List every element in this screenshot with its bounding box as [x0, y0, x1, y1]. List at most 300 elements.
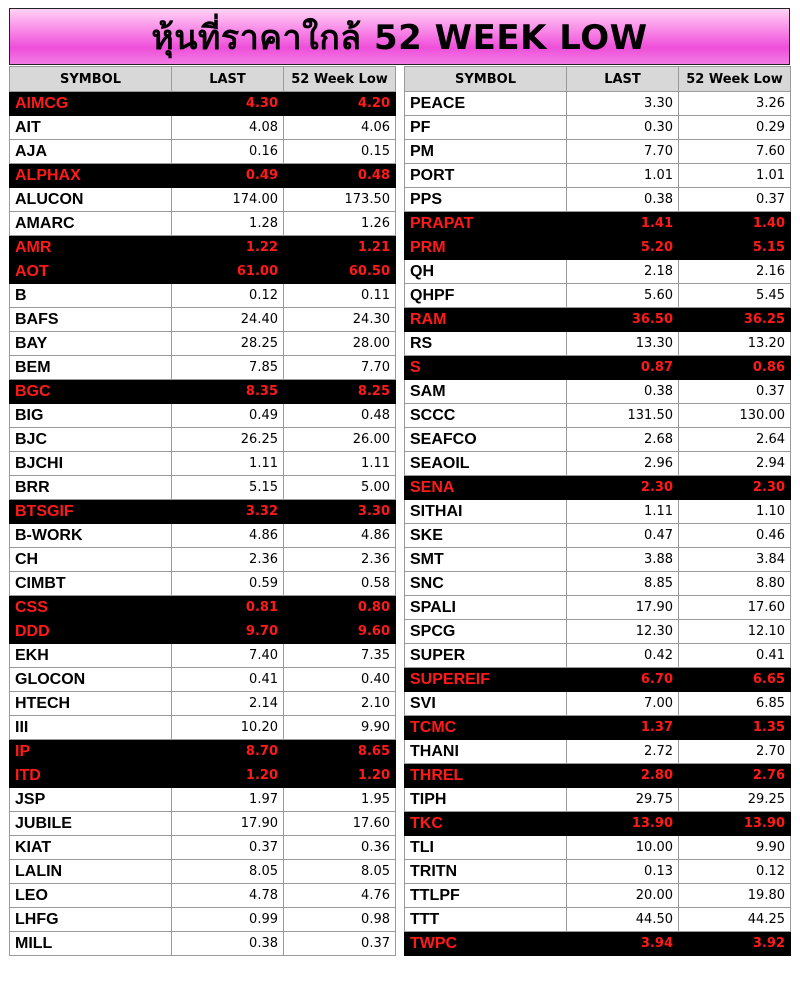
week52-low-cell: 6.85 [679, 692, 791, 716]
table-row [10, 188, 396, 212]
symbol-cell: SUPER [405, 644, 567, 668]
week52-low-cell: 0.48 [284, 404, 396, 428]
week52-low-cell: 4.76 [284, 884, 396, 908]
week52-low-cell: 7.70 [284, 356, 396, 380]
week52-low-cell: 1.35 [679, 716, 791, 740]
last-price-cell: 0.16 [172, 140, 284, 164]
symbol-cell: BJCHI [10, 452, 172, 476]
low-column-header: 52 Week Low [284, 67, 396, 92]
last-price-cell: 0.41 [172, 668, 284, 692]
symbol-cell: THREL [405, 764, 567, 788]
last-price-cell: 3.88 [567, 548, 679, 572]
symbol-cell: SENA [405, 476, 567, 500]
week52-low-cell: 4.86 [284, 524, 396, 548]
symbol-cell: JSP [10, 788, 172, 812]
symbol-cell: ALPHAX [10, 164, 172, 188]
symbol-cell: IP [10, 740, 172, 764]
symbol-cell: SVI [405, 692, 567, 716]
week52-low-cell: 2.94 [679, 452, 791, 476]
table-row [10, 236, 396, 260]
last-price-cell: 61.00 [172, 260, 284, 284]
last-price-cell: 1.28 [172, 212, 284, 236]
week52-low-cell: 1.10 [679, 500, 791, 524]
week52-low-cell: 4.06 [284, 116, 396, 140]
week52-low-cell: 3.30 [284, 500, 396, 524]
last-price-cell: 28.25 [172, 332, 284, 356]
table-row [405, 524, 791, 548]
table-row [10, 140, 396, 164]
table-row [10, 764, 396, 788]
table-row [10, 308, 396, 332]
table-row [405, 140, 791, 164]
symbol-cell: SNC [405, 572, 567, 596]
page-title: หุ้นที่ราคาใกล้ 52 WEEK LOW [9, 8, 790, 65]
symbol-cell: MILL [10, 932, 172, 956]
week52-low-cell: 0.86 [679, 356, 791, 380]
symbol-cell: BAY [10, 332, 172, 356]
week52-low-cell: 17.60 [679, 596, 791, 620]
week52-low-cell: 0.36 [284, 836, 396, 860]
table-row [405, 428, 791, 452]
last-price-cell: 9.70 [172, 620, 284, 644]
week52-low-cell: 24.30 [284, 308, 396, 332]
last-price-cell: 4.08 [172, 116, 284, 140]
symbol-cell: B [10, 284, 172, 308]
table-row [405, 260, 791, 284]
week52-low-cell: 0.41 [679, 644, 791, 668]
symbol-cell: BIG [10, 404, 172, 428]
table-row [405, 380, 791, 404]
symbol-cell: JUBILE [10, 812, 172, 836]
last-price-cell: 0.38 [172, 932, 284, 956]
week52-low-cell: 2.64 [679, 428, 791, 452]
last-price-cell: 8.35 [172, 380, 284, 404]
symbol-cell: PPS [405, 188, 567, 212]
symbol-cell: SEAOIL [405, 452, 567, 476]
last-price-cell: 3.30 [567, 92, 679, 116]
symbol-cell: SEAFCO [405, 428, 567, 452]
last-price-cell: 17.90 [567, 596, 679, 620]
last-price-cell: 6.70 [567, 668, 679, 692]
last-price-cell: 0.13 [567, 860, 679, 884]
last-price-cell: 2.36 [172, 548, 284, 572]
week52-low-cell: 1.21 [284, 236, 396, 260]
last-price-cell: 5.60 [567, 284, 679, 308]
symbol-cell: DDD [10, 620, 172, 644]
table-row [405, 668, 791, 692]
last-price-cell: 0.38 [567, 380, 679, 404]
week52-low-cell: 0.46 [679, 524, 791, 548]
table-row [405, 476, 791, 500]
table-row [405, 860, 791, 884]
symbol-cell: AJA [10, 140, 172, 164]
table-row [405, 116, 791, 140]
table-row [10, 548, 396, 572]
week52-low-cell: 17.60 [284, 812, 396, 836]
table-row [10, 908, 396, 932]
week52-low-cell: 2.10 [284, 692, 396, 716]
table-row [10, 380, 396, 404]
symbol-column-header: SYMBOL [405, 67, 567, 92]
week52-low-cell: 0.15 [284, 140, 396, 164]
symbol-cell: III [10, 716, 172, 740]
week52-low-cell: 9.90 [284, 716, 396, 740]
week52-low-cell: 2.76 [679, 764, 791, 788]
table-row [10, 260, 396, 284]
symbol-cell: AIMCG [10, 92, 172, 116]
last-price-cell: 7.85 [172, 356, 284, 380]
symbol-cell: SMT [405, 548, 567, 572]
week52-low-cell: 1.26 [284, 212, 396, 236]
table-row [10, 164, 396, 188]
week52-low-cell: 0.37 [284, 932, 396, 956]
symbol-cell: THANI [405, 740, 567, 764]
last-price-cell: 8.70 [172, 740, 284, 764]
table-row [10, 716, 396, 740]
last-price-cell: 7.70 [567, 140, 679, 164]
last-price-cell: 10.20 [172, 716, 284, 740]
stock-table-right-body [405, 92, 791, 956]
last-price-cell: 10.00 [567, 836, 679, 860]
week52-low-cell: 2.30 [679, 476, 791, 500]
table-row [10, 812, 396, 836]
symbol-cell: BTSGIF [10, 500, 172, 524]
week52-low-cell: 26.00 [284, 428, 396, 452]
week52-low-cell: 0.37 [679, 380, 791, 404]
symbol-cell: GLOCON [10, 668, 172, 692]
table-row [405, 356, 791, 380]
week52-low-cell: 5.00 [284, 476, 396, 500]
table-row [405, 692, 791, 716]
table-header-row [10, 67, 396, 92]
last-price-cell: 0.37 [172, 836, 284, 860]
table-row [405, 596, 791, 620]
table-row [405, 836, 791, 860]
last-price-cell: 2.68 [567, 428, 679, 452]
last-column-header: LAST [172, 67, 284, 92]
week52-low-cell: 4.20 [284, 92, 396, 116]
last-price-cell: 2.14 [172, 692, 284, 716]
symbol-cell: SAM [405, 380, 567, 404]
table-row [405, 572, 791, 596]
week52-low-cell: 1.11 [284, 452, 396, 476]
last-price-cell: 2.80 [567, 764, 679, 788]
last-price-cell: 1.20 [172, 764, 284, 788]
table-row [10, 932, 396, 956]
symbol-cell: SUPEREIF [405, 668, 567, 692]
table-row [405, 92, 791, 116]
last-price-cell: 0.30 [567, 116, 679, 140]
symbol-cell: EKH [10, 644, 172, 668]
last-price-cell: 0.49 [172, 404, 284, 428]
week52-low-cell: 173.50 [284, 188, 396, 212]
last-price-cell: 0.42 [567, 644, 679, 668]
last-price-cell: 12.30 [567, 620, 679, 644]
last-price-cell: 0.12 [172, 284, 284, 308]
last-price-cell: 2.18 [567, 260, 679, 284]
symbol-column-header: SYMBOL [10, 67, 172, 92]
week52-low-cell: 36.25 [679, 308, 791, 332]
last-price-cell: 4.86 [172, 524, 284, 548]
table-row [10, 332, 396, 356]
table-row [405, 716, 791, 740]
week52-low-cell: 1.95 [284, 788, 396, 812]
last-price-cell: 1.41 [567, 212, 679, 236]
table-row [10, 740, 396, 764]
last-column-header: LAST [567, 67, 679, 92]
table-row [405, 764, 791, 788]
week52-low-cell: 19.80 [679, 884, 791, 908]
week52-low-cell: 0.11 [284, 284, 396, 308]
week52-low-cell: 7.60 [679, 140, 791, 164]
week52-low-cell: 2.36 [284, 548, 396, 572]
symbol-cell: SCCC [405, 404, 567, 428]
table-row [405, 812, 791, 836]
symbol-cell: PRAPAT [405, 212, 567, 236]
symbol-cell: TKC [405, 812, 567, 836]
symbol-cell: AMR [10, 236, 172, 260]
week52-low-cell: 5.45 [679, 284, 791, 308]
last-price-cell: 24.40 [172, 308, 284, 332]
table-row [10, 596, 396, 620]
symbol-cell: ALUCON [10, 188, 172, 212]
last-price-cell: 20.00 [567, 884, 679, 908]
last-price-cell: 1.37 [567, 716, 679, 740]
table-row [10, 92, 396, 116]
week52-low-cell: 9.60 [284, 620, 396, 644]
table-row [10, 668, 396, 692]
table-row [405, 188, 791, 212]
week52-low-cell: 0.58 [284, 572, 396, 596]
last-price-cell: 1.11 [567, 500, 679, 524]
week52-low-cell: 2.70 [679, 740, 791, 764]
last-price-cell: 7.00 [567, 692, 679, 716]
last-price-cell: 0.59 [172, 572, 284, 596]
last-price-cell: 26.25 [172, 428, 284, 452]
last-price-cell: 2.30 [567, 476, 679, 500]
week52-low-cell: 8.25 [284, 380, 396, 404]
last-price-cell: 2.96 [567, 452, 679, 476]
table-row [10, 452, 396, 476]
week52-low-cell: 0.80 [284, 596, 396, 620]
table-row [405, 308, 791, 332]
table-header-row [405, 67, 791, 92]
symbol-cell: SITHAI [405, 500, 567, 524]
last-price-cell: 1.97 [172, 788, 284, 812]
symbol-cell: CSS [10, 596, 172, 620]
table-row [10, 836, 396, 860]
last-price-cell: 8.05 [172, 860, 284, 884]
symbol-cell: SPCG [405, 620, 567, 644]
table-row [10, 860, 396, 884]
last-price-cell: 3.32 [172, 500, 284, 524]
last-price-cell: 2.72 [567, 740, 679, 764]
last-price-cell: 4.30 [172, 92, 284, 116]
week52-low-cell: 0.12 [679, 860, 791, 884]
week52-low-cell: 3.84 [679, 548, 791, 572]
table-row [405, 404, 791, 428]
symbol-cell: PM [405, 140, 567, 164]
symbol-cell: QHPF [405, 284, 567, 308]
week52-low-cell: 1.40 [679, 212, 791, 236]
week52-low-cell: 0.29 [679, 116, 791, 140]
last-price-cell: 29.75 [567, 788, 679, 812]
symbol-cell: BRR [10, 476, 172, 500]
symbol-cell: KIAT [10, 836, 172, 860]
week52-low-cell: 0.98 [284, 908, 396, 932]
symbol-cell: BJC [10, 428, 172, 452]
last-price-cell: 7.40 [172, 644, 284, 668]
table-row [10, 524, 396, 548]
last-price-cell: 0.38 [567, 188, 679, 212]
table-row [10, 884, 396, 908]
week52-low-cell: 13.20 [679, 332, 791, 356]
table-row [405, 644, 791, 668]
week52-low-cell: 8.65 [284, 740, 396, 764]
week52-low-cell: 9.90 [679, 836, 791, 860]
table-row [405, 212, 791, 236]
table-row [405, 500, 791, 524]
symbol-cell: BAFS [10, 308, 172, 332]
symbol-cell: SPALI [405, 596, 567, 620]
last-price-cell: 36.50 [567, 308, 679, 332]
symbol-cell: TWPC [405, 932, 567, 956]
week52-low-cell: 1.20 [284, 764, 396, 788]
stock-table-left-body [10, 92, 396, 956]
symbol-cell: B-WORK [10, 524, 172, 548]
table-row [405, 452, 791, 476]
week52-low-cell: 13.90 [679, 812, 791, 836]
symbol-cell: TLI [405, 836, 567, 860]
symbol-cell: SKE [405, 524, 567, 548]
symbol-cell: CH [10, 548, 172, 572]
table-row [10, 428, 396, 452]
symbol-cell: ITD [10, 764, 172, 788]
week52-low-cell: 0.37 [679, 188, 791, 212]
last-price-cell: 0.87 [567, 356, 679, 380]
week52-low-cell: 0.40 [284, 668, 396, 692]
symbol-cell: LEO [10, 884, 172, 908]
last-price-cell: 0.49 [172, 164, 284, 188]
week52-low-cell: 3.92 [679, 932, 791, 956]
table-row [10, 356, 396, 380]
table-row [405, 788, 791, 812]
table-row [10, 116, 396, 140]
week52-low-cell: 5.15 [679, 236, 791, 260]
last-price-cell: 0.81 [172, 596, 284, 620]
symbol-cell: TCMC [405, 716, 567, 740]
last-price-cell: 4.78 [172, 884, 284, 908]
table-row [10, 620, 396, 644]
week52-low-cell: 60.50 [284, 260, 396, 284]
last-price-cell: 0.47 [567, 524, 679, 548]
symbol-cell: RAM [405, 308, 567, 332]
last-price-cell: 0.99 [172, 908, 284, 932]
symbol-cell: TRITN [405, 860, 567, 884]
week52-low-cell: 7.35 [284, 644, 396, 668]
table-row [10, 788, 396, 812]
week52-low-cell: 1.01 [679, 164, 791, 188]
table-row [10, 476, 396, 500]
symbol-cell: BEM [10, 356, 172, 380]
symbol-cell: AMARC [10, 212, 172, 236]
symbol-cell: PORT [405, 164, 567, 188]
symbol-cell: RS [405, 332, 567, 356]
last-price-cell: 17.90 [172, 812, 284, 836]
last-price-cell: 174.00 [172, 188, 284, 212]
symbol-cell: AOT [10, 260, 172, 284]
last-price-cell: 13.30 [567, 332, 679, 356]
symbol-cell: CIMBT [10, 572, 172, 596]
low-column-header: 52 Week Low [679, 67, 791, 92]
week52-low-cell: 3.26 [679, 92, 791, 116]
symbol-cell: PF [405, 116, 567, 140]
last-price-cell: 1.11 [172, 452, 284, 476]
table-row [405, 164, 791, 188]
table-row [405, 332, 791, 356]
stock-table-right [404, 66, 791, 956]
table-row [10, 692, 396, 716]
week52-low-cell: 2.16 [679, 260, 791, 284]
symbol-cell: AIT [10, 116, 172, 140]
symbol-cell: TIPH [405, 788, 567, 812]
week52-low-cell: 28.00 [284, 332, 396, 356]
stock-table-left [9, 66, 396, 956]
last-price-cell: 44.50 [567, 908, 679, 932]
table-row [10, 284, 396, 308]
symbol-cell: BGC [10, 380, 172, 404]
last-price-cell: 1.22 [172, 236, 284, 260]
week52-low-cell: 29.25 [679, 788, 791, 812]
table-row [405, 908, 791, 932]
symbol-cell: PEACE [405, 92, 567, 116]
week52-low-cell: 0.48 [284, 164, 396, 188]
last-price-cell: 3.94 [567, 932, 679, 956]
table-row [10, 212, 396, 236]
last-price-cell: 131.50 [567, 404, 679, 428]
table-row [405, 548, 791, 572]
last-price-cell: 13.90 [567, 812, 679, 836]
symbol-cell: LHFG [10, 908, 172, 932]
table-row [405, 236, 791, 260]
symbol-cell: HTECH [10, 692, 172, 716]
symbol-cell: PRM [405, 236, 567, 260]
week52-low-cell: 44.25 [679, 908, 791, 932]
table-row [10, 404, 396, 428]
week52-low-cell: 8.80 [679, 572, 791, 596]
symbol-cell: TTLPF [405, 884, 567, 908]
table-row [10, 500, 396, 524]
last-price-cell: 5.15 [172, 476, 284, 500]
week52-low-cell: 130.00 [679, 404, 791, 428]
table-row [405, 740, 791, 764]
week52-low-cell: 12.10 [679, 620, 791, 644]
last-price-cell: 5.20 [567, 236, 679, 260]
table-row [405, 884, 791, 908]
symbol-cell: QH [405, 260, 567, 284]
symbol-cell: TTT [405, 908, 567, 932]
table-row [10, 644, 396, 668]
week52-low-cell: 6.65 [679, 668, 791, 692]
last-price-cell: 8.85 [567, 572, 679, 596]
symbol-cell: S [405, 356, 567, 380]
symbol-cell: LALIN [10, 860, 172, 884]
week52-low-cell: 8.05 [284, 860, 396, 884]
table-row [10, 572, 396, 596]
table-row [405, 620, 791, 644]
table-row [405, 284, 791, 308]
table-row [405, 932, 791, 956]
